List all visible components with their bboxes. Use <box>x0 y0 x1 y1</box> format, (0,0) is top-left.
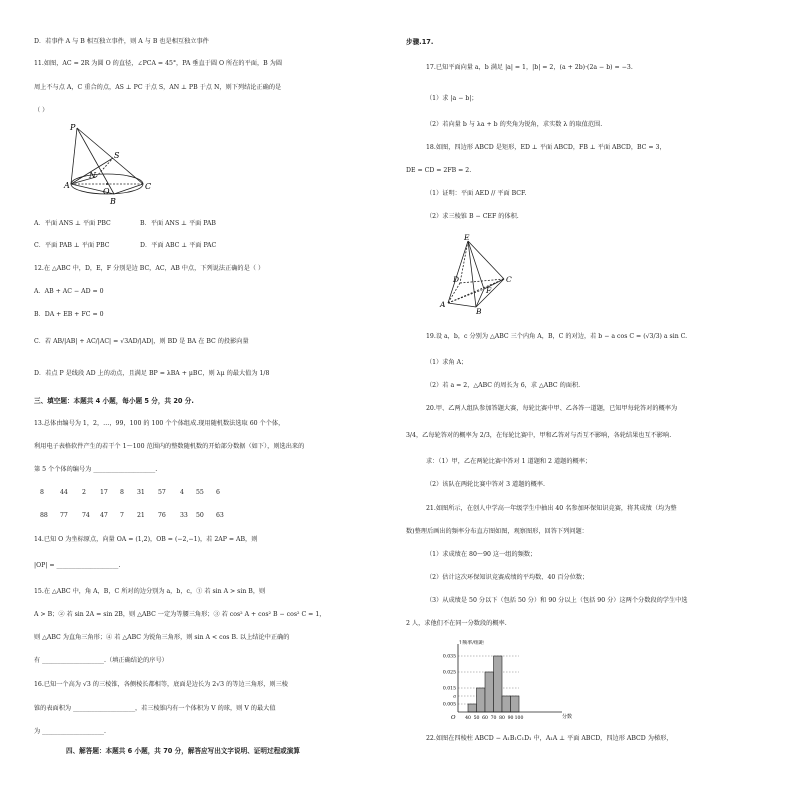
q18-stem-2: DE = CD = 2FB = 2. <box>406 167 472 174</box>
random-number: 2 <box>82 489 86 496</box>
label-a: A <box>440 300 446 309</box>
q20-stem-1: 20.甲、乙两人组队参加答题大赛，每轮比赛中甲、乙各答一道题，已知甲每轮答对的概率为 <box>426 405 678 412</box>
q20-part-2: （2）该队在两轮比赛中答对 3 道题的概率. <box>426 481 545 488</box>
q10-option-d: D．若事件 A 与 B 相互独立事件，则 A 与 B 也是相互独立事件 <box>34 38 209 45</box>
section-3-heading: 三、填空题：本题共 4 小题，每小题 5 分，共 20 分. <box>34 397 194 405</box>
random-number: 31 <box>137 489 145 496</box>
q17-part-2: （2）若向量 b 与 λa + b 的夹角为锐角，求实数 λ 的取值范围. <box>426 121 603 128</box>
q12-stem: 12.在 △ABC 中，D，E，F 分别是边 BC，AC，AB 中点，下列说法正确的是（ ） <box>34 265 265 272</box>
histogram-bar <box>502 696 511 712</box>
random-number: 50 <box>196 512 204 519</box>
q18-part-2: （2）求三棱锥 B − CEF 的体积. <box>426 213 519 220</box>
q11-option-b: B．平面 ANS ⊥ 平面 PAB <box>140 220 216 227</box>
random-number: 8 <box>40 489 44 496</box>
x-tick-label: 100 <box>514 716 524 721</box>
random-number: 44 <box>60 489 68 496</box>
random-number: 76 <box>158 512 166 519</box>
random-number: 6 <box>216 489 220 496</box>
q21-part-3-cont: 2 人，求他们不在同一分数段的概率. <box>406 620 507 627</box>
q11-stem-2: 周上不与点 A，C 重合的点，AS ⊥ PC 于点 S，AN ⊥ PB 于点 N，则下列结论正确的是 <box>34 84 282 91</box>
q13-stem-1: 13.总体由编号为 1，2，…，99，100 的 100 个个体组成.现用随机数法选取 60 个个体， <box>34 420 285 427</box>
q15-stem-1: 15.在 △ABC 中，角 A，B，C 所对的边分别为 a，b，c，① 若 sin A > sin B，则 <box>34 588 266 595</box>
label-s: S <box>114 151 120 160</box>
label-c: C <box>506 275 512 284</box>
q21-part-1: （1）求成绩在 80～90 这一组的频数； <box>426 551 537 558</box>
q18-part-1: （1）证明：平面 AED // 平面 BCF. <box>426 190 527 197</box>
q14-stem-2: |OP| = ____________________. <box>34 562 121 569</box>
origin-label: O <box>451 715 456 721</box>
q15-stem-4: 有 ____________________.（填正确结论的序号） <box>34 657 168 664</box>
q11-paren: （ ） <box>34 107 49 114</box>
random-number: 33 <box>180 512 188 519</box>
label-a: A <box>64 181 70 190</box>
prism-figure <box>434 233 524 315</box>
q17-part-1: （1）求 |a − b|； <box>426 95 478 102</box>
histogram-bar <box>485 672 494 712</box>
label-c: C <box>145 182 152 191</box>
label-d: D <box>453 275 460 284</box>
section-4-continued: 步骤.17. <box>406 38 434 46</box>
label-b: B <box>476 307 482 315</box>
label-f: F <box>486 286 492 295</box>
q16-stem-3: 为 ____________________. <box>34 728 106 735</box>
label-n: N <box>89 171 96 180</box>
q12-option-b: B．DA + EB + FC = 0 <box>34 311 104 318</box>
x-tick-label: 40 <box>465 716 471 721</box>
y-axis-label: ↑频率/组距 <box>458 640 484 646</box>
x-tick-label: 80 <box>499 716 505 721</box>
label-e: E <box>464 233 470 242</box>
label-o: O <box>103 187 110 196</box>
histogram-bar <box>468 704 477 712</box>
y-tick-label: 0.025 <box>442 670 456 676</box>
random-number: 4 <box>180 489 184 496</box>
q20-part-1: 求：（1）甲，乙在两轮比赛中答对 1 道题和 2 道题的概率； <box>426 458 592 465</box>
x-tick-label: 90 <box>507 716 514 721</box>
q21-stem-1: 21.如图所示，在创人中学高一年级学生中抽出 40 名参加环保知识竞赛，将其成绩（均为整 <box>426 505 677 512</box>
q13-stem-2: 利用电子表格软件产生的若干个 1～100 范围内的整数随机数的开始部分数据（如下），则选出来的 <box>34 443 305 450</box>
frequency-histogram <box>428 640 578 722</box>
q12-option-d: D．若点 P 是线段 AD 上的动点，且满足 BP = λBA + μBC，则 λμ 的最大值为 1/8 <box>34 370 270 377</box>
y-tick-label: 0.035 <box>442 654 456 660</box>
y-tick-label: 0.005 <box>442 702 456 708</box>
q11-option-c: C．平面 PAB ⊥ 平面 PBC <box>34 242 110 249</box>
x-axis-label: 分数 <box>562 714 573 720</box>
random-number: 17 <box>100 489 108 496</box>
cone-figure <box>34 120 154 210</box>
random-number: 88 <box>40 512 48 519</box>
q21-part-3: （3）从成绩是 50 分以下（包括 50 分）和 90 分以上（包括 90 分）这两个分数段的学生中选 <box>426 597 688 604</box>
random-number: 57 <box>158 489 166 496</box>
q11-option-d: D．平面 ABC ⊥ 平面 PAC <box>140 242 217 249</box>
random-number: 63 <box>216 512 224 519</box>
q15-stem-2: A > B；② 若 sin 2A = sin 2B，则 △ABC 一定为等腰三角形；③ 若 cos² A + cos² B − cos² C = 1， <box>34 611 326 618</box>
q16-stem-1: 16.已知一个高为 √3 的三棱锥，各侧棱长都相等，底面是边长为 2√3 的等边三角形，则三棱 <box>34 681 288 688</box>
random-number: 7 <box>120 512 124 519</box>
q19-part-1: （1）求角 A； <box>426 359 468 366</box>
q13-stem-3: 第 5 个个体的编号为 ____________________. <box>34 466 158 473</box>
y-tick-label: a <box>453 694 456 700</box>
q15-stem-3: 则 △ABC 为直角三角形；④ 若 △ABC 为锐角三角形，则 sin A < cos B. 以上结论中正确的 <box>34 634 290 641</box>
q21-stem-2: 数)整理后画出的频率分布直方图如图，观察图形，回答下列问题： <box>406 528 588 535</box>
q21-part-2: （2）估计这次环保知识竞赛成绩的平均数、40 百分位数； <box>426 574 589 581</box>
q17-stem: 17.已知平面向量 a，b 满足 |a| = 1，|b| = 2，(a + 2b)·(2a − b) = −3. <box>426 64 633 71</box>
q12-option-a: A．AB + AC − AD = 0 <box>34 288 104 295</box>
label-p: P <box>70 123 76 132</box>
q19-stem: 19.设 a，b，c 分别为 △ABC 三个内角 A，B，C 的对边，若 b − a cos C = (√3/3) a sin C. <box>426 333 688 340</box>
q11-option-a: A．平面 ANS ⊥ 平面 PBC <box>34 220 111 227</box>
section-4-heading: 四、解答题：本题共 6 小题，共 70 分，解答应写出文字说明、证明过程或演算 <box>66 747 300 755</box>
x-tick-label: 50 <box>473 716 480 721</box>
random-number: 21 <box>137 512 145 519</box>
random-number: 47 <box>100 512 108 519</box>
histogram-bar <box>477 688 486 712</box>
q14-stem-1: 14.已知 O 为坐标原点，向量 OA = (1,2)，OB = (−2,−1)，若 2AP = AB，则 <box>34 536 258 543</box>
random-number: 55 <box>196 489 204 496</box>
q22-stem: 22.如图在四棱柱 ABCD − A₁B₁C₁D₁ 中，A₁A ⊥ 平面 ABCD，四边形 ABCD 为梯形， <box>426 735 673 742</box>
label-b: B <box>110 197 116 206</box>
q16-stem-2: 锥的表面积为 ____________________，若三棱锥内有一个体积为 V 的球，则 V 的最大值 <box>34 705 276 712</box>
y-tick-label: 0.015 <box>442 686 456 692</box>
x-tick-label: 60 <box>482 716 488 721</box>
random-number: 74 <box>82 512 90 519</box>
x-tick-label: 70 <box>490 716 497 721</box>
q12-option-c: C．若 AB/|AB| + AC/|AC| = √3AD/|AD|，则 BD 是 BA 在 BC 的投影向量 <box>34 338 249 345</box>
q11-stem-1: 11.如图，AC = 2R 为圆 O 的直径，∠PCA = 45°，PA 垂直于圆 O 所在的平面，B 为圆 <box>34 60 283 67</box>
q20-stem-2: 3/4，乙每轮答对的概率为 2/3，在每轮比赛中，甲和乙答对与否互不影响，各轮结果也互不影响. <box>406 432 672 439</box>
q19-part-2: （2）若 a = 2，△ABC 的周长为 6，求 △ABC 的面积. <box>426 382 581 389</box>
histogram-bar <box>511 696 520 712</box>
q18-stem-1: 18.如图，四边形 ABCD 是矩形，ED ⊥ 平面 ABCD，FB ⊥ 平面 ABCD，BC = 3， <box>426 144 666 151</box>
random-number: 77 <box>60 512 68 519</box>
random-number: 8 <box>120 489 124 496</box>
histogram-bar <box>494 656 503 712</box>
